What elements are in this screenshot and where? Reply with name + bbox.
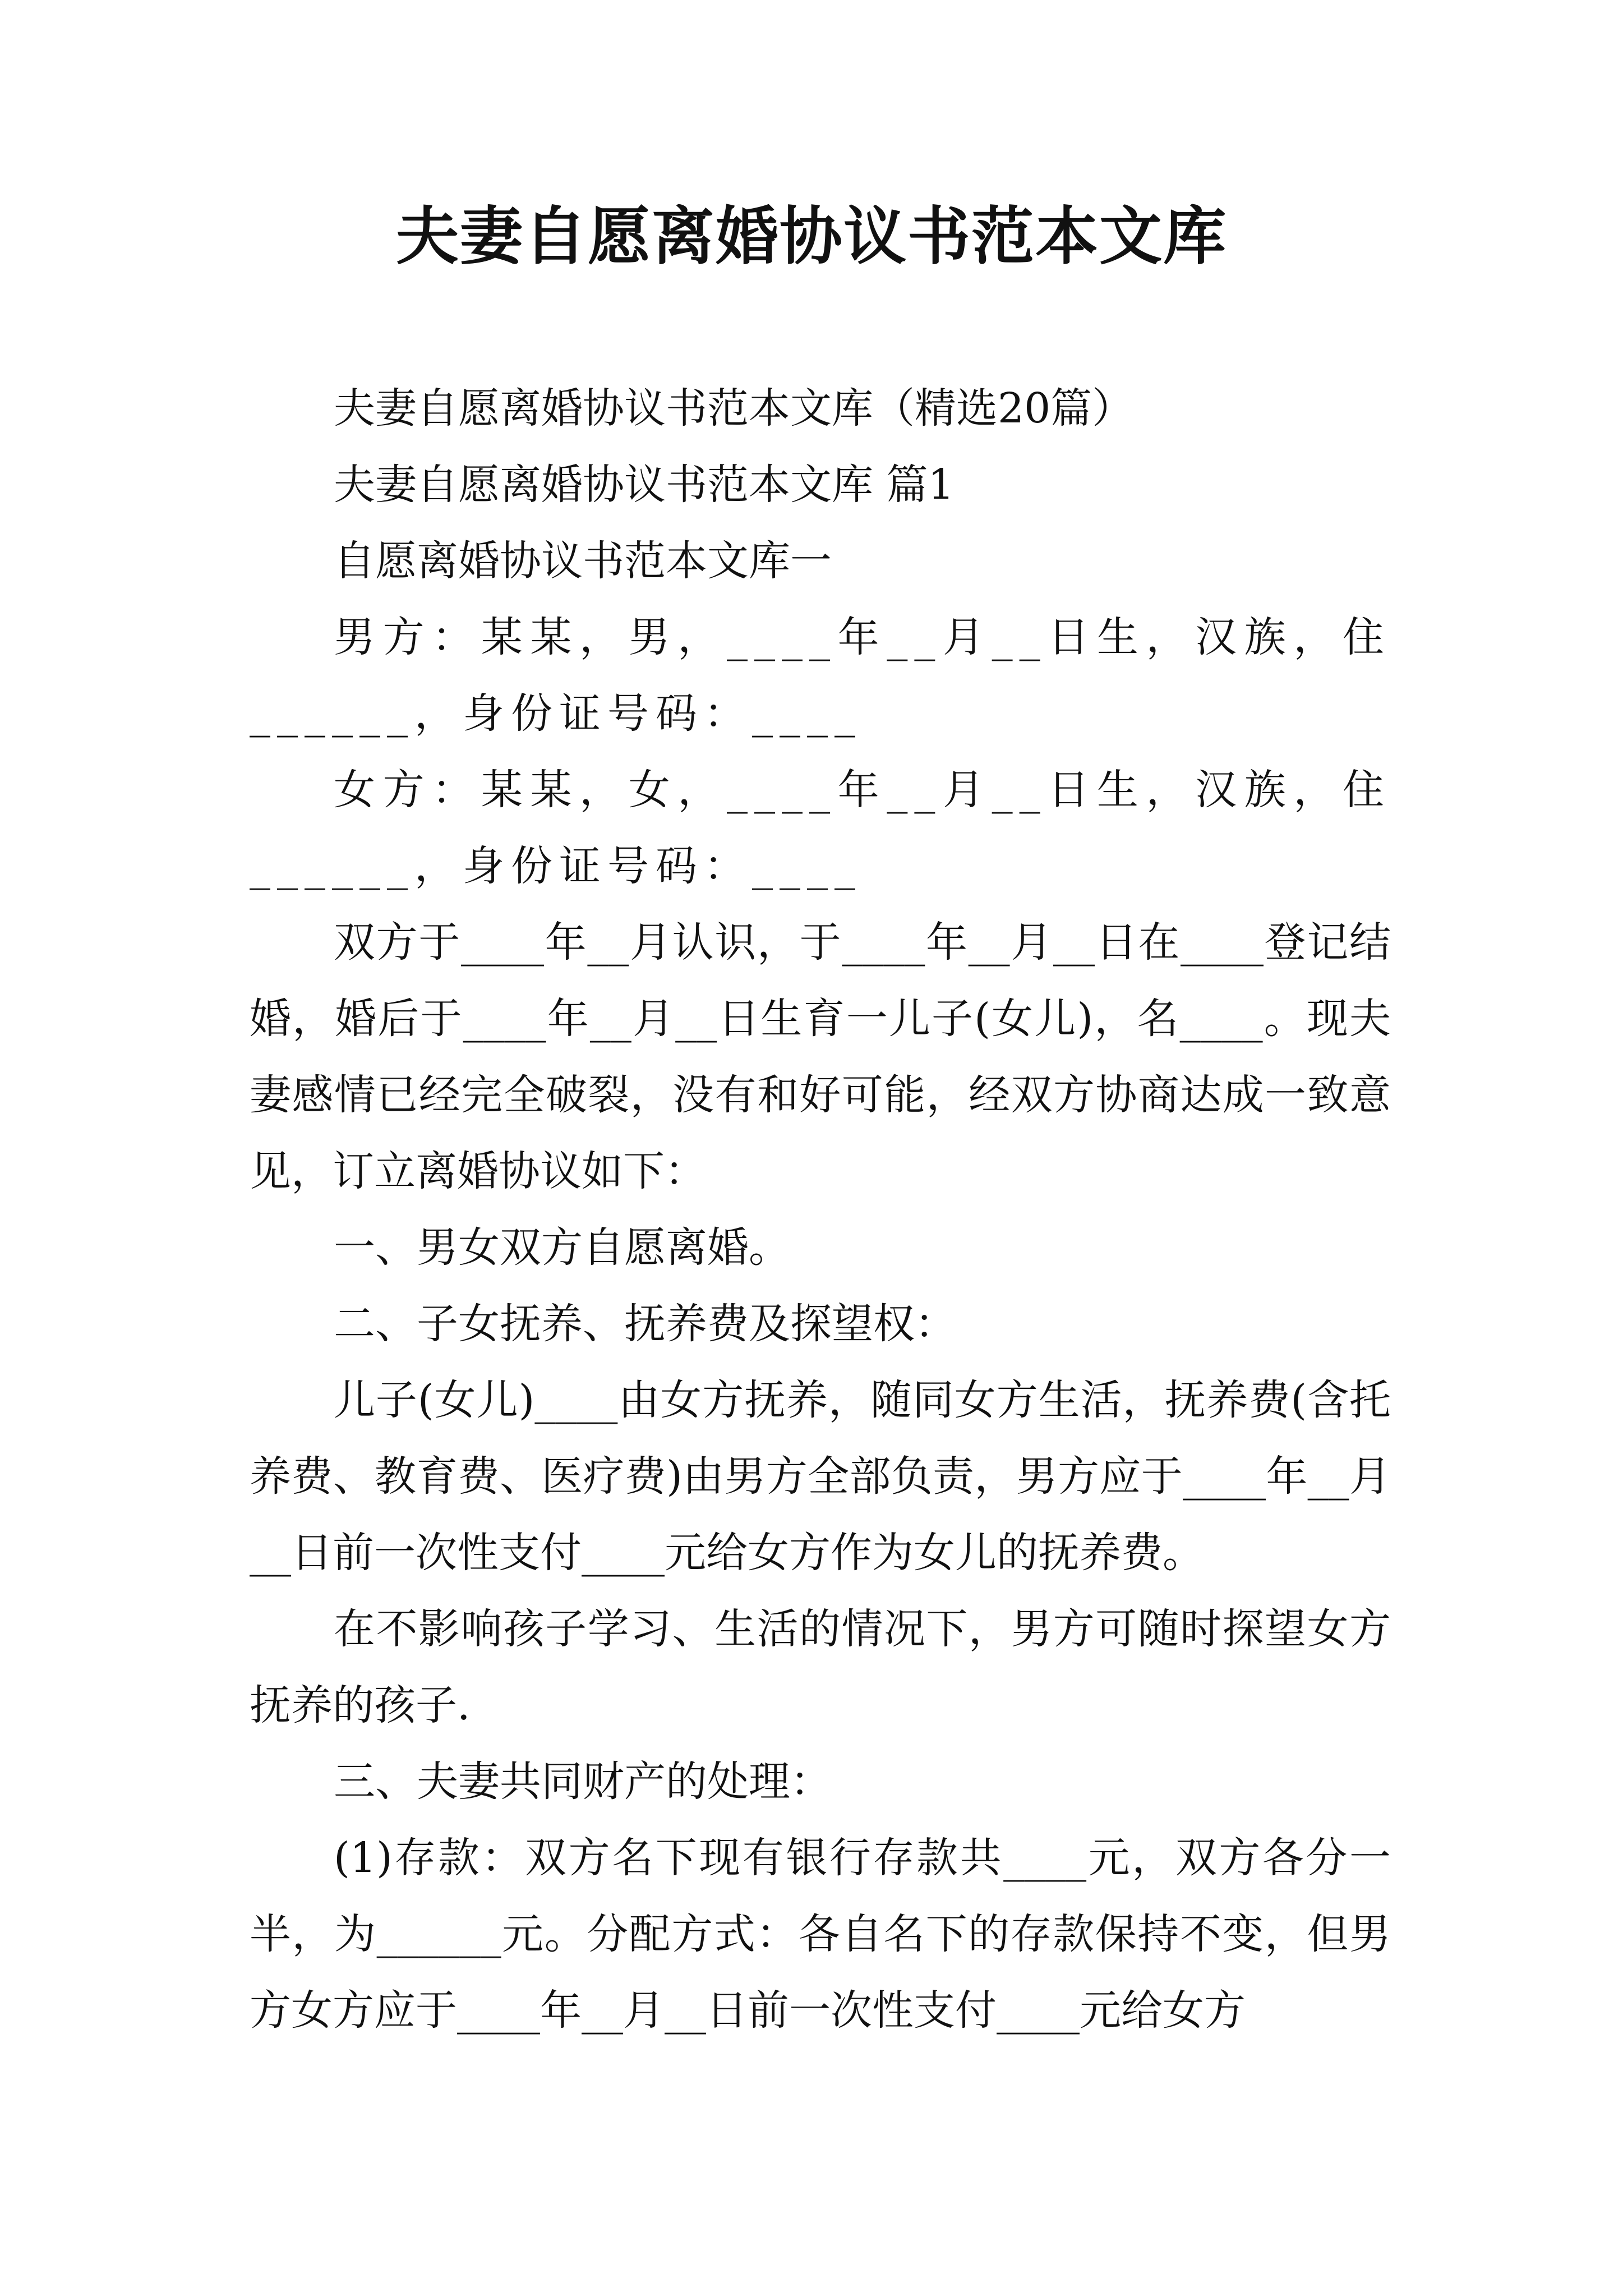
paragraph-deposits: (1)存款：双方名下现有银行存款共____元，双方各分一半，为______元。分配方式：各自名下的存款保持不变，但男方女方应于____年__月__日前一次性支付____元给女方 <box>250 1834 1391 2035</box>
document-body <box>250 370 1391 2049</box>
document-title: 夫妻自愿离婚协议书范本文库 <box>396 200 1227 273</box>
paragraph-article-heading: 夫妻自愿离婚协议书范本文库 篇1 <box>334 461 955 509</box>
paragraph-visitation: 在不影响孩子学习、生活的情况下，男方可随时探望女方抚养的孩子. <box>250 1605 1391 1729</box>
paragraph-clause-1: 一、男女双方自愿离婚。 <box>334 1223 790 1272</box>
paragraph-clause-3-heading: 三、夫妻共同财产的处理： <box>334 1757 832 1806</box>
paragraph-template-heading: 自愿离婚协议书范本文库一 <box>334 537 832 585</box>
paragraph-male-party: 男方：某某，男，____年__月__日生，汉族，住______，身份证号码：____ <box>250 613 1391 738</box>
paragraph-female-party: 女方：某某，女，____年__月__日生，汉族，住______，身份证号码：____ <box>250 766 1391 890</box>
paragraph-clause-2-heading: 二、子女抚养、抚养费及探望权： <box>334 1300 956 1348</box>
paragraph-marriage-background: 双方于____年__月认识，于____年__月__日在____登记结婚，婚后于____年__月__日生育一儿子(女儿)，名____。现夫妻感情已经完全破裂，没有和好可能，经双方协商达成一致意见，订立离婚协议如下： <box>250 918 1391 1195</box>
paragraph-child-custody: 儿子(女儿)____由女方抚养，随同女方生活，抚养费(含托养费、教育费、医疗费)由男方全部负责，男方应于____年__月__日前一次性支付____元给女方作为女儿的抚养费。 <box>250 1376 1391 1577</box>
paragraph-collection-heading: 夫妻自愿离婚协议书范本文库（精选20篇） <box>334 384 1134 432</box>
